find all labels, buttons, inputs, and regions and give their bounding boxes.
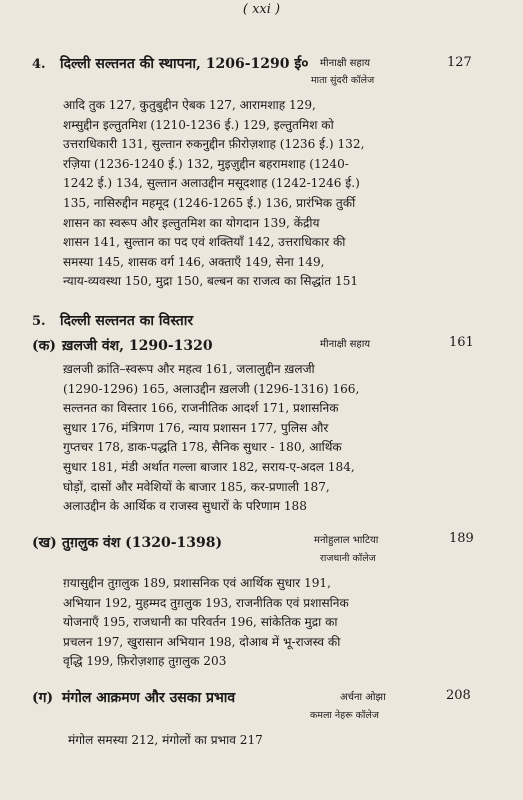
topic-line: सुधार 181, मंडी अर्थात गल्ला बाजार 182, सराय-ए-अदल 184,: [63, 459, 355, 474]
section-number: 5.: [32, 314, 46, 329]
subsection-label: (ग): [32, 690, 54, 706]
topic-line: (1290-1296) 165, अलाउद्दीन ख़लजी (1296-1316) 166,: [63, 381, 360, 396]
page-number: 127: [447, 55, 472, 70]
topic-line: सुधार 176, मंत्रिगण 176, न्याय प्रशासन 177, पुलिस और: [63, 420, 329, 435]
subsection-title: मंगोल आक्रमण और उसका प्रभाव: [62, 690, 236, 706]
college-name: कमला नेहरू कॉलेज: [310, 710, 379, 721]
topic-line: शासन 141, सुल्तान का पद एवं शक्तियाँ 142, उत्तराधिकार की: [63, 235, 346, 250]
subsection-title: तुग़लुक वंश (1320-1398): [62, 535, 223, 551]
topic-line: रज़िया (1236-1240 ई.) 132, मुइज़ुद्दीन बहरामशाह (1240-: [63, 156, 349, 171]
topic-line: समस्या 145, शासक वर्ग 146, अक्ताएँ 149, सेना 149,: [63, 254, 325, 269]
subsection-title: ख़लजी वंश, 1290-1320: [62, 338, 213, 354]
topic-line: ग़यासुद्दीन तुग़लुक 189, प्रशासनिक एवं आर्थिक सुधार 191,: [63, 576, 331, 590]
section-title: दिल्ली सल्तनत की स्थापना, 1206-1290 ई०: [60, 56, 309, 72]
topic-line: ख़लजी क्रांति–स्वरूप और महत्व 161, जलालुद्दीन ख़लजी: [63, 362, 315, 376]
topic-line: शासन का स्वरूप और इल्तुतमिश का योगदान 139, केंद्रीय: [63, 215, 320, 230]
subsection-c-topics: [68, 731, 263, 751]
topic-line: 135, नासिरुद्दीन महमूद (1246-1265 ई.) 136, प्रारंभिक तुर्की: [63, 195, 356, 210]
topic-line: आदि तुक 127, कुतुबुद्दीन ऐबक 127, आरामशाह 129,: [63, 98, 316, 112]
roman-page-number: ( xxi ): [242, 2, 281, 17]
author-name: मीनाक्षी सहाय: [320, 339, 371, 350]
topic-line: शम्सुद्दीन इल्तुतमिश (1210-1236 ई.) 129, इल्तुतमिश को: [63, 117, 334, 132]
author-name: मनोहुलाल भाटिया: [314, 535, 379, 546]
topic-line: घोड़ों, दासों और मवेशियों के बाजार 185, कर-प्रणाली 187,: [63, 479, 330, 494]
subsection-a-topics: [63, 360, 359, 517]
topic-line: उत्तराधिकारी 131, सुल्तान रुकनुद्दीन फ़ीरोज़शाह (1236 ई.) 132,: [63, 137, 365, 152]
topic-line: 1242 ई.) 134, सुल्तान अलाउद्दीन मसूदशाह (1242-1246 ई.): [63, 176, 360, 191]
section-number: 4.: [32, 57, 46, 72]
section-4-topics: [63, 96, 364, 292]
college-name: राजधानी कॉलेज: [320, 553, 376, 564]
topic-line: न्याय-व्यवस्था 150, मुद्रा 150, बल्बन का राजत्व का सिद्धांत 151: [63, 274, 359, 289]
section-title: दिल्ली सल्तनत का विस्तार: [60, 313, 194, 329]
subsection-b-topics: [63, 574, 349, 672]
author-name: अर्चना ओझा: [340, 692, 386, 703]
page-number: 189: [449, 531, 474, 546]
subsection-label: (ख): [32, 535, 57, 551]
page-number: 161: [449, 335, 474, 350]
topic-line: मंगोल समस्या 212, मंगोलों का प्रभाव 217: [68, 733, 263, 747]
page-number: 208: [446, 688, 471, 703]
topic-line: गुप्तचर 178, डाक-पद्धति 178, सैनिक सुधार - 180, आर्थिक: [63, 440, 342, 455]
author-name: मीनाक्षी सहाय: [320, 58, 371, 69]
topic-line: अभियान 192, मुहम्मद तुग़लुक 193, राजनीतिक एवं प्रशासनिक: [63, 595, 349, 610]
college-name: माता सुंदरी कॉलेज: [311, 75, 375, 86]
topic-line: सल्तनत का विस्तार 166, राजनीतिक आदर्श 171, प्रशासनिक: [63, 401, 339, 416]
topic-line: प्रचलन 197, खुरासान अभियान 198, दोआब में भू-राजस्व की: [63, 634, 341, 649]
subsection-label: (क): [32, 338, 56, 354]
topic-line: योजनाएँ 195, राजधानी का परिवर्तन 196, सांकेतिक मुद्रा का: [63, 615, 338, 630]
topic-line: अलाउद्दीन के आर्थिक व राजस्व सुधारों के परिणाम 188: [63, 499, 307, 514]
topic-line: वृद्धि 199, फ़िरोज़शाह तुग़लुक 203: [63, 654, 227, 669]
